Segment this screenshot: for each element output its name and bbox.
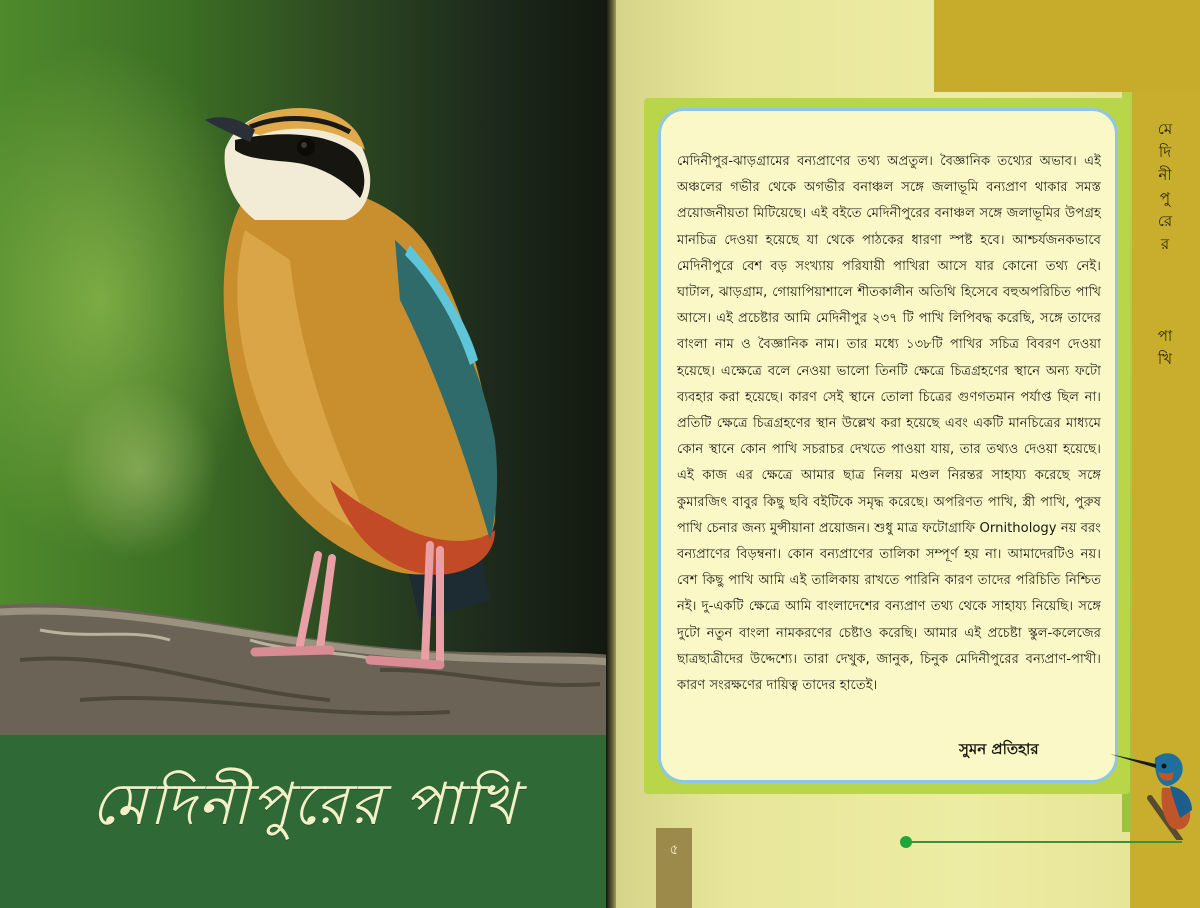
- preface-body: মেদিনীপুর-ঝাড়গ্রামের বন্যপ্রাণের তথ্য অপ্রতুল। বৈজ্ঞানিক তথ্যের অভাব। এই অঞ্চলের গভীর থেকে অগভীর বনাঞ্চল সঙ্গে জলাভূমি বন্যপ্রাণ থাকার সমস্ত প্রয়োজনীয়তা মিটিয়েছে। এই বইতে মেদিনীপুরের বনাঞ্চল সঙ্গে জলাভূমির উপগ্রহ মানচিত্র দেওয়া হয়েছে যা থেকে পাঠকের ধারণা স্পষ্ট হবে। আশ্চর্যজনকভাবে মেদিনীপুরে বেশ বড় সংখ্যায় পরিযায়ী পাখিরা আসে যার কোনো তথ্য নেই। ঘাটাল, ঝাড়গ্রাম, গোয়াপিয়াশালে শীতকালীন অতিথি হিসেবে বহুঅপরিচিত পাখি আসে। এই প্রচেষ্টার আমি মেদিনীপুর ২৩৭ টি পাখি লিপিবদ্ধ করেছি, সঙ্গে তাদের বাংলা নাম ও বৈজ্ঞানিক নাম। তার মধ্যে ১৩৮টি পাখির সচিত্র বিবরণ দেওয়া হয়েছে। এক্ষেত্রে বলে নেওয়া ভালো তিনটি ক্ষেত্রে চিত্রগ্রহণের স্থানে অন্য ফটো ব্যবহার করা হয়েছে। কারণ সেই স্থানে তোলা চিত্রের গুণগতমান পর্যাপ্ত ছিল না। প্রতিটি ক্ষেত্রে চিত্রগ্রহণের স্থান উল্লেখ করা হয়েছে এবং একটি মানচিত্রের মাধ্যমে কোন স্থানে কোন পাখি সচরাচর দেখতে পাওয়া যায়, তার তথ্যও দেওয়া হয়েছে। এই কাজ এর ক্ষেত্রে আমার ছাত্র নিলয় মণ্ডল নিরন্তর সাহায্য করেছে সঙ্গে কুমারজিৎ বাবুর কিছু ছবি বইটিকে সমৃদ্ধ করেছে। অপরিণত পাখি, স্ত্রী পাখি, পুরুষ পাখি চেনার জন্য মুন্সীয়ানা প্রয়োজন। শুধু মাত্র ফটোগ্রাফি Ornithology নয় বরং বন্যপ্রাণের বিড়ম্বনা। কোন বন্যপ্রাণের তালিকা সম্পূর্ণ হয় না। আমাদেরটিও নয়। বেশ কিছু পাখি আমি এই তালিকায় রাখতে পারিনি কারণ তাদের পরিচিতি নিশ্চিত নই। দু-একটি ক্ষেত্রে আমি বাংলাদেশের বন্যপ্রাণ তথ্য থেকে সাহায্য নিয়েছি। সঙ্গে দুটো নতুন বাংলা নামকরণের চেষ্টাও করেছি। আমার এই প্রচেষ্টা স্কুল-কলেজের ছাত্রছাত্রীদের উদ্দেশ্যে। তারা দেখুক, জানুক, চিনুক মেদিনীপুরের বন্যপ্রাণ-পাখী। কারণ সংরক্ষণের দায়িত্ব তাদের হাতেই।: [677, 154, 1101, 694]
- preface-text-box: [658, 108, 1118, 783]
- running-title-char: মে: [1157, 120, 1173, 138]
- running-title-char: [1140, 302, 1190, 325]
- running-title-char: পু: [1159, 189, 1171, 207]
- pitta-bird-photo: [0, 0, 610, 740]
- running-title-char: নী: [1158, 166, 1172, 184]
- gold-header-block: [934, 0, 1200, 92]
- running-title-char: [1140, 279, 1190, 302]
- running-title-char: পা: [1157, 327, 1173, 345]
- page-number-box: [656, 828, 692, 908]
- decorative-dot: [900, 836, 912, 848]
- running-title-vertical: [1140, 118, 1190, 371]
- running-title-char: খি: [1157, 350, 1173, 368]
- author-signature: সুমন প্রতিহার: [959, 740, 1039, 758]
- running-title-char: দি: [1158, 143, 1172, 161]
- cover-title: মেদিনীপুরের পাখি: [91, 770, 519, 838]
- kingfisher-photo: [1110, 728, 1200, 840]
- running-title-char: র: [1160, 235, 1170, 253]
- running-title-char: [1140, 256, 1190, 279]
- running-title-char: রে: [1157, 212, 1173, 230]
- preface-page: [616, 0, 1200, 908]
- page-number: ৫: [669, 842, 679, 858]
- decorative-line: [908, 841, 1182, 843]
